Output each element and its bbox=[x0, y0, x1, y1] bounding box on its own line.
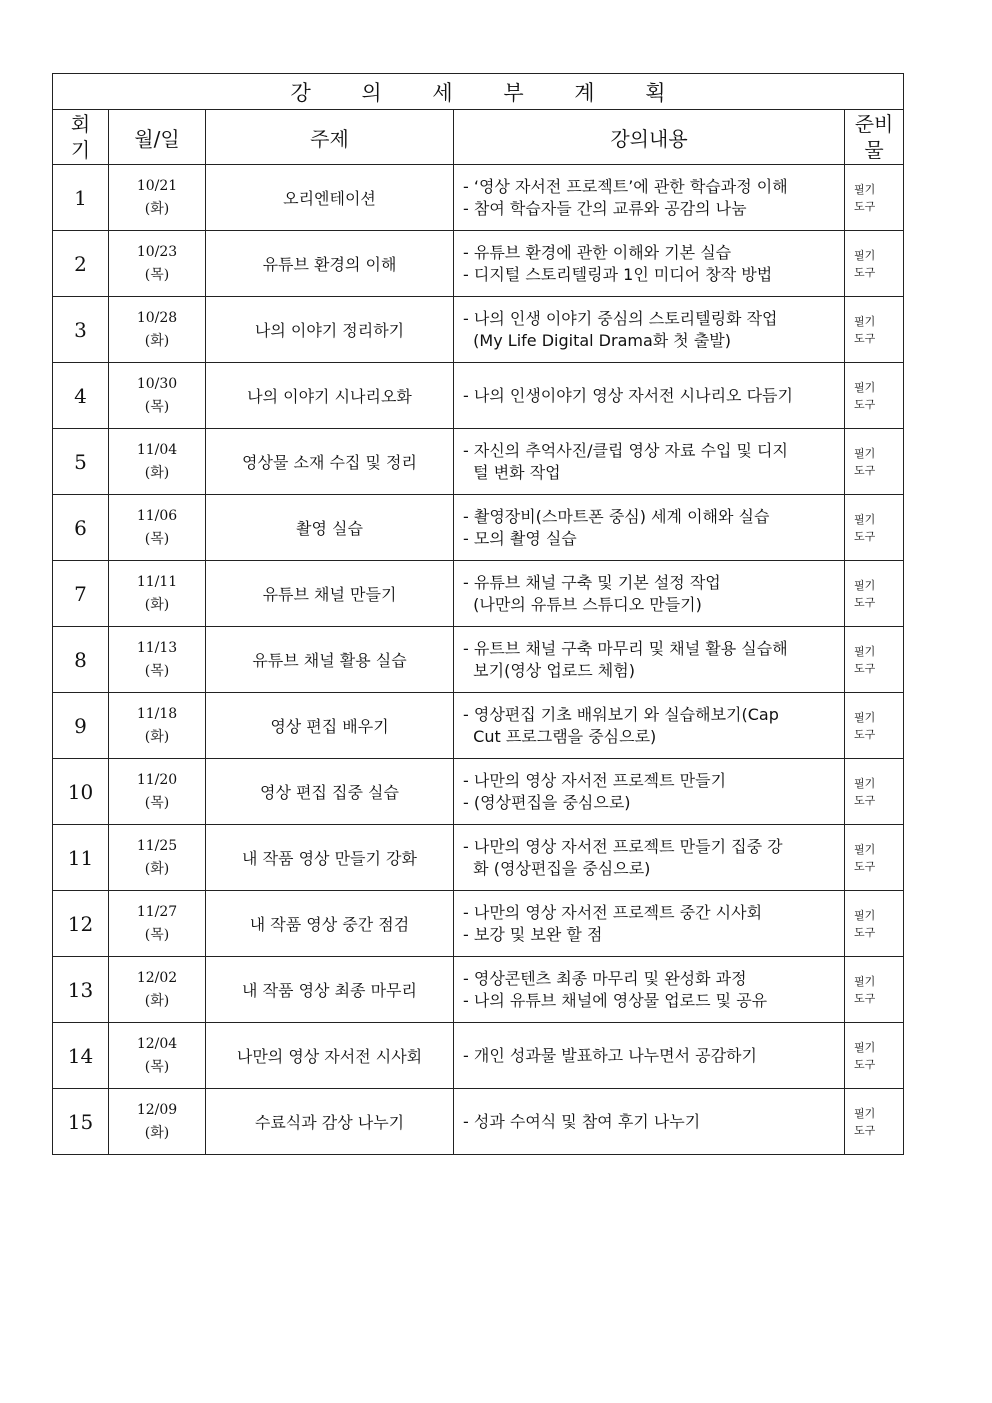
prep-item: 도구 bbox=[854, 595, 876, 609]
content-line: - 나의 유튜브 채널에 영상물 업로드 및 공유 bbox=[463, 990, 768, 1010]
date-value: 11/25 bbox=[136, 837, 178, 854]
prep-item: 필기 bbox=[854, 314, 876, 328]
header-content: 강의내용 bbox=[454, 110, 845, 165]
content-line: 보기(영상 업로드 체험) bbox=[463, 660, 635, 680]
prep-cell bbox=[845, 231, 904, 297]
date-value: 10/30 bbox=[136, 375, 178, 392]
round-number: 6 bbox=[53, 495, 109, 561]
header-topic: 주제 bbox=[206, 110, 454, 165]
table-row bbox=[53, 891, 904, 957]
date-value: 11/11 bbox=[136, 573, 178, 590]
topic-cell: 유튜브 환경의 이해 bbox=[206, 231, 454, 297]
weekday-value: (화) bbox=[144, 860, 170, 877]
content-cell bbox=[454, 1023, 845, 1089]
topic-cell: 내 작품 영상 중간 점검 bbox=[206, 891, 454, 957]
header-round-line1: 회 bbox=[70, 112, 91, 136]
round-number: 10 bbox=[53, 759, 109, 825]
header-prep-line1: 준비 bbox=[854, 112, 894, 136]
prep-item: 도구 bbox=[854, 925, 876, 939]
prep-cell bbox=[845, 363, 904, 429]
date-cell bbox=[109, 825, 206, 891]
date-value: 12/04 bbox=[136, 1035, 178, 1052]
topic-cell: 수료식과 감상 나누기 bbox=[206, 1089, 454, 1155]
weekday-value: (화) bbox=[144, 596, 170, 613]
topic-cell: 나만의 영상 자서전 시사회 bbox=[206, 1023, 454, 1089]
content-cell bbox=[454, 627, 845, 693]
content-cell bbox=[454, 297, 845, 363]
weekday-value: (목) bbox=[144, 926, 170, 943]
prep-item: 필기 bbox=[854, 380, 876, 394]
prep-item: 필기 bbox=[854, 1040, 876, 1054]
content-line: - 유튜브 환경에 관한 이해와 기본 실습 bbox=[463, 242, 732, 262]
content-line: - 참여 학습자들 간의 교류와 공감의 나눔 bbox=[463, 198, 747, 218]
date-cell bbox=[109, 891, 206, 957]
prep-item: 도구 bbox=[854, 529, 876, 543]
content-line: 화 (영상편집을 중심으로) bbox=[463, 858, 651, 878]
topic-cell: 내 작품 영상 만들기 강화 bbox=[206, 825, 454, 891]
topic-cell: 영상 편집 집중 실습 bbox=[206, 759, 454, 825]
content-line: Cut 프로그램을 중심으로) bbox=[463, 726, 657, 746]
date-cell bbox=[109, 1023, 206, 1089]
round-number: 9 bbox=[53, 693, 109, 759]
date-cell bbox=[109, 693, 206, 759]
prep-cell bbox=[845, 957, 904, 1023]
content-line: - 모의 촬영 실습 bbox=[463, 528, 577, 548]
prep-item: 필기 bbox=[854, 578, 876, 592]
weekday-value: (화) bbox=[144, 728, 170, 745]
weekday-value: (화) bbox=[144, 992, 170, 1009]
prep-item: 도구 bbox=[854, 859, 876, 873]
content-line: - 성과 수여식 및 참여 후기 나누기 bbox=[463, 1111, 701, 1131]
prep-cell bbox=[845, 495, 904, 561]
table-row bbox=[53, 231, 904, 297]
table-row bbox=[53, 561, 904, 627]
content-line: (My Life Digital Drama화 첫 출발) bbox=[463, 330, 732, 350]
date-value: 11/04 bbox=[136, 441, 178, 458]
weekday-value: (화) bbox=[144, 332, 170, 349]
date-value: 10/23 bbox=[136, 243, 178, 260]
weekday-value: (화) bbox=[144, 200, 170, 217]
topic-cell: 촬영 실습 bbox=[206, 495, 454, 561]
date-cell bbox=[109, 363, 206, 429]
date-value: 11/18 bbox=[136, 705, 178, 722]
prep-item: 도구 bbox=[854, 397, 876, 411]
topic-cell: 영상 편집 배우기 bbox=[206, 693, 454, 759]
header-round bbox=[53, 110, 109, 165]
content-line: - 보강 및 보완 할 점 bbox=[463, 924, 603, 944]
content-cell bbox=[454, 825, 845, 891]
content-cell bbox=[454, 891, 845, 957]
content-cell bbox=[454, 1089, 845, 1155]
round-number: 8 bbox=[53, 627, 109, 693]
prep-cell bbox=[845, 627, 904, 693]
topic-cell: 유튜브 채널 활용 실습 bbox=[206, 627, 454, 693]
content-cell bbox=[454, 165, 845, 231]
content-line: - 개인 성과물 발표하고 나누면서 공감하기 bbox=[463, 1045, 757, 1065]
prep-item: 도구 bbox=[854, 463, 876, 477]
content-line: - 영상편집 기초 배워보기 와 실습해보기(Cap bbox=[463, 704, 779, 724]
prep-cell bbox=[845, 1023, 904, 1089]
date-value: 11/13 bbox=[136, 639, 178, 656]
round-number: 3 bbox=[53, 297, 109, 363]
table-row bbox=[53, 627, 904, 693]
weekday-value: (목) bbox=[144, 398, 170, 415]
weekday-value: (화) bbox=[144, 464, 170, 481]
round-number: 15 bbox=[53, 1089, 109, 1155]
prep-cell bbox=[845, 429, 904, 495]
table-row bbox=[53, 429, 904, 495]
prep-cell bbox=[845, 1089, 904, 1155]
date-cell bbox=[109, 1089, 206, 1155]
header-prep bbox=[845, 110, 904, 165]
prep-item: 필기 bbox=[854, 974, 876, 988]
round-number: 12 bbox=[53, 891, 109, 957]
prep-item: 필기 bbox=[854, 776, 876, 790]
weekday-value: (목) bbox=[144, 530, 170, 547]
topic-cell: 영상물 소재 수집 및 정리 bbox=[206, 429, 454, 495]
content-line: - 나의 인생 이야기 중심의 스토리텔링화 작업 bbox=[463, 308, 778, 328]
round-number: 2 bbox=[53, 231, 109, 297]
date-value: 12/09 bbox=[136, 1101, 178, 1118]
prep-item: 도구 bbox=[854, 727, 876, 741]
prep-item: 도구 bbox=[854, 265, 876, 279]
prep-item: 필기 bbox=[854, 1106, 876, 1120]
prep-item: 필기 bbox=[854, 182, 876, 196]
content-line: - 촬영장비(스마트폰 중심) 세계 이해와 실습 bbox=[463, 506, 770, 526]
header-date: 월/일 bbox=[109, 110, 206, 165]
header-round-line2: 기 bbox=[70, 138, 91, 162]
content-line: - 나만의 영상 자서전 프로젝트 만들기 집중 강 bbox=[463, 836, 783, 856]
content-line: - 디지털 스토리텔링과 1인 미디어 창작 방법 bbox=[463, 264, 773, 284]
table-row bbox=[53, 693, 904, 759]
prep-item: 필기 bbox=[854, 512, 876, 526]
prep-item: 도구 bbox=[854, 793, 876, 807]
prep-cell bbox=[845, 825, 904, 891]
date-value: 11/06 bbox=[136, 507, 178, 524]
prep-item: 필기 bbox=[854, 908, 876, 922]
table-row bbox=[53, 1023, 904, 1089]
date-cell bbox=[109, 561, 206, 627]
date-cell bbox=[109, 627, 206, 693]
round-number: 1 bbox=[53, 165, 109, 231]
prep-item: 도구 bbox=[854, 991, 876, 1005]
content-line: - 영상콘텐츠 최종 마무리 및 완성화 과정 bbox=[463, 968, 747, 988]
date-cell bbox=[109, 957, 206, 1023]
date-value: 11/27 bbox=[136, 903, 178, 920]
date-cell bbox=[109, 495, 206, 561]
table-row bbox=[53, 1089, 904, 1155]
prep-item: 필기 bbox=[854, 446, 876, 460]
table-title: 강 의 세 부 계 획 bbox=[53, 74, 904, 110]
prep-item: 필기 bbox=[854, 710, 876, 724]
prep-item: 필기 bbox=[854, 842, 876, 856]
topic-cell: 오리엔테이션 bbox=[206, 165, 454, 231]
topic-cell: 나의 이야기 시나리오화 bbox=[206, 363, 454, 429]
table-row bbox=[53, 165, 904, 231]
date-value: 10/21 bbox=[136, 177, 178, 194]
round-number: 5 bbox=[53, 429, 109, 495]
content-line: 털 변화 작업 bbox=[463, 462, 561, 482]
prep-cell bbox=[845, 759, 904, 825]
content-cell bbox=[454, 495, 845, 561]
content-cell bbox=[454, 957, 845, 1023]
prep-cell bbox=[845, 297, 904, 363]
date-value: 11/20 bbox=[136, 771, 178, 788]
content-cell bbox=[454, 429, 845, 495]
prep-item: 도구 bbox=[854, 331, 876, 345]
topic-cell: 나의 이야기 정리하기 bbox=[206, 297, 454, 363]
date-cell bbox=[109, 297, 206, 363]
date-cell bbox=[109, 165, 206, 231]
content-cell bbox=[454, 759, 845, 825]
header-prep-line2: 물 bbox=[864, 138, 884, 162]
content-line: - 나만의 영상 자서전 프로젝트 중간 시사회 bbox=[463, 902, 763, 922]
weekday-value: (목) bbox=[144, 794, 170, 811]
table-row bbox=[53, 957, 904, 1023]
prep-cell bbox=[845, 693, 904, 759]
prep-item: 도구 bbox=[854, 199, 876, 213]
date-cell bbox=[109, 231, 206, 297]
table-row bbox=[53, 759, 904, 825]
weekday-value: (목) bbox=[144, 1058, 170, 1075]
table-row bbox=[53, 297, 904, 363]
content-line: - 나의 인생이야기 영상 자서전 시나리오 다듬기 bbox=[463, 385, 793, 405]
topic-cell: 유튜브 채널 만들기 bbox=[206, 561, 454, 627]
date-cell bbox=[109, 759, 206, 825]
date-cell bbox=[109, 429, 206, 495]
prep-cell bbox=[845, 561, 904, 627]
round-number: 4 bbox=[53, 363, 109, 429]
prep-item: 도구 bbox=[854, 1057, 876, 1071]
weekday-value: (목) bbox=[144, 662, 170, 679]
content-cell bbox=[454, 363, 845, 429]
prep-item: 도구 bbox=[854, 661, 876, 675]
content-line: - ‘영상 자서전 프로젝트’에 관한 학습과정 이해 bbox=[463, 176, 788, 196]
prep-item: 필기 bbox=[854, 644, 876, 658]
prep-item: 필기 bbox=[854, 248, 876, 262]
content-line: - (영상편집을 중심으로) bbox=[463, 792, 631, 812]
date-value: 12/02 bbox=[136, 969, 178, 986]
content-line: - 자신의 추억사진/클립 영상 자료 수입 및 디지 bbox=[463, 440, 788, 460]
weekday-value: (화) bbox=[144, 1124, 170, 1141]
table-row bbox=[53, 363, 904, 429]
content-line: - 유트브 채널 구축 마무리 및 채널 활용 실습해 bbox=[463, 638, 788, 658]
prep-cell bbox=[845, 165, 904, 231]
date-value: 10/28 bbox=[136, 309, 178, 326]
content-cell bbox=[454, 693, 845, 759]
content-cell bbox=[454, 561, 845, 627]
topic-cell: 내 작품 영상 최종 마무리 bbox=[206, 957, 454, 1023]
round-number: 11 bbox=[53, 825, 109, 891]
content-cell bbox=[454, 231, 845, 297]
prep-item: 도구 bbox=[854, 1123, 876, 1137]
prep-cell bbox=[845, 891, 904, 957]
round-number: 13 bbox=[53, 957, 109, 1023]
table-row bbox=[53, 495, 904, 561]
content-line: (나만의 유튜브 스튜디오 만들기) bbox=[463, 594, 702, 614]
round-number: 7 bbox=[53, 561, 109, 627]
content-line: - 유튜브 채널 구축 및 기본 설정 작업 bbox=[463, 572, 721, 592]
weekday-value: (목) bbox=[144, 266, 170, 283]
round-number: 14 bbox=[53, 1023, 109, 1089]
content-line: - 나만의 영상 자서전 프로젝트 만들기 bbox=[463, 770, 727, 790]
lecture-plan-table bbox=[52, 73, 904, 1155]
table-row bbox=[53, 825, 904, 891]
